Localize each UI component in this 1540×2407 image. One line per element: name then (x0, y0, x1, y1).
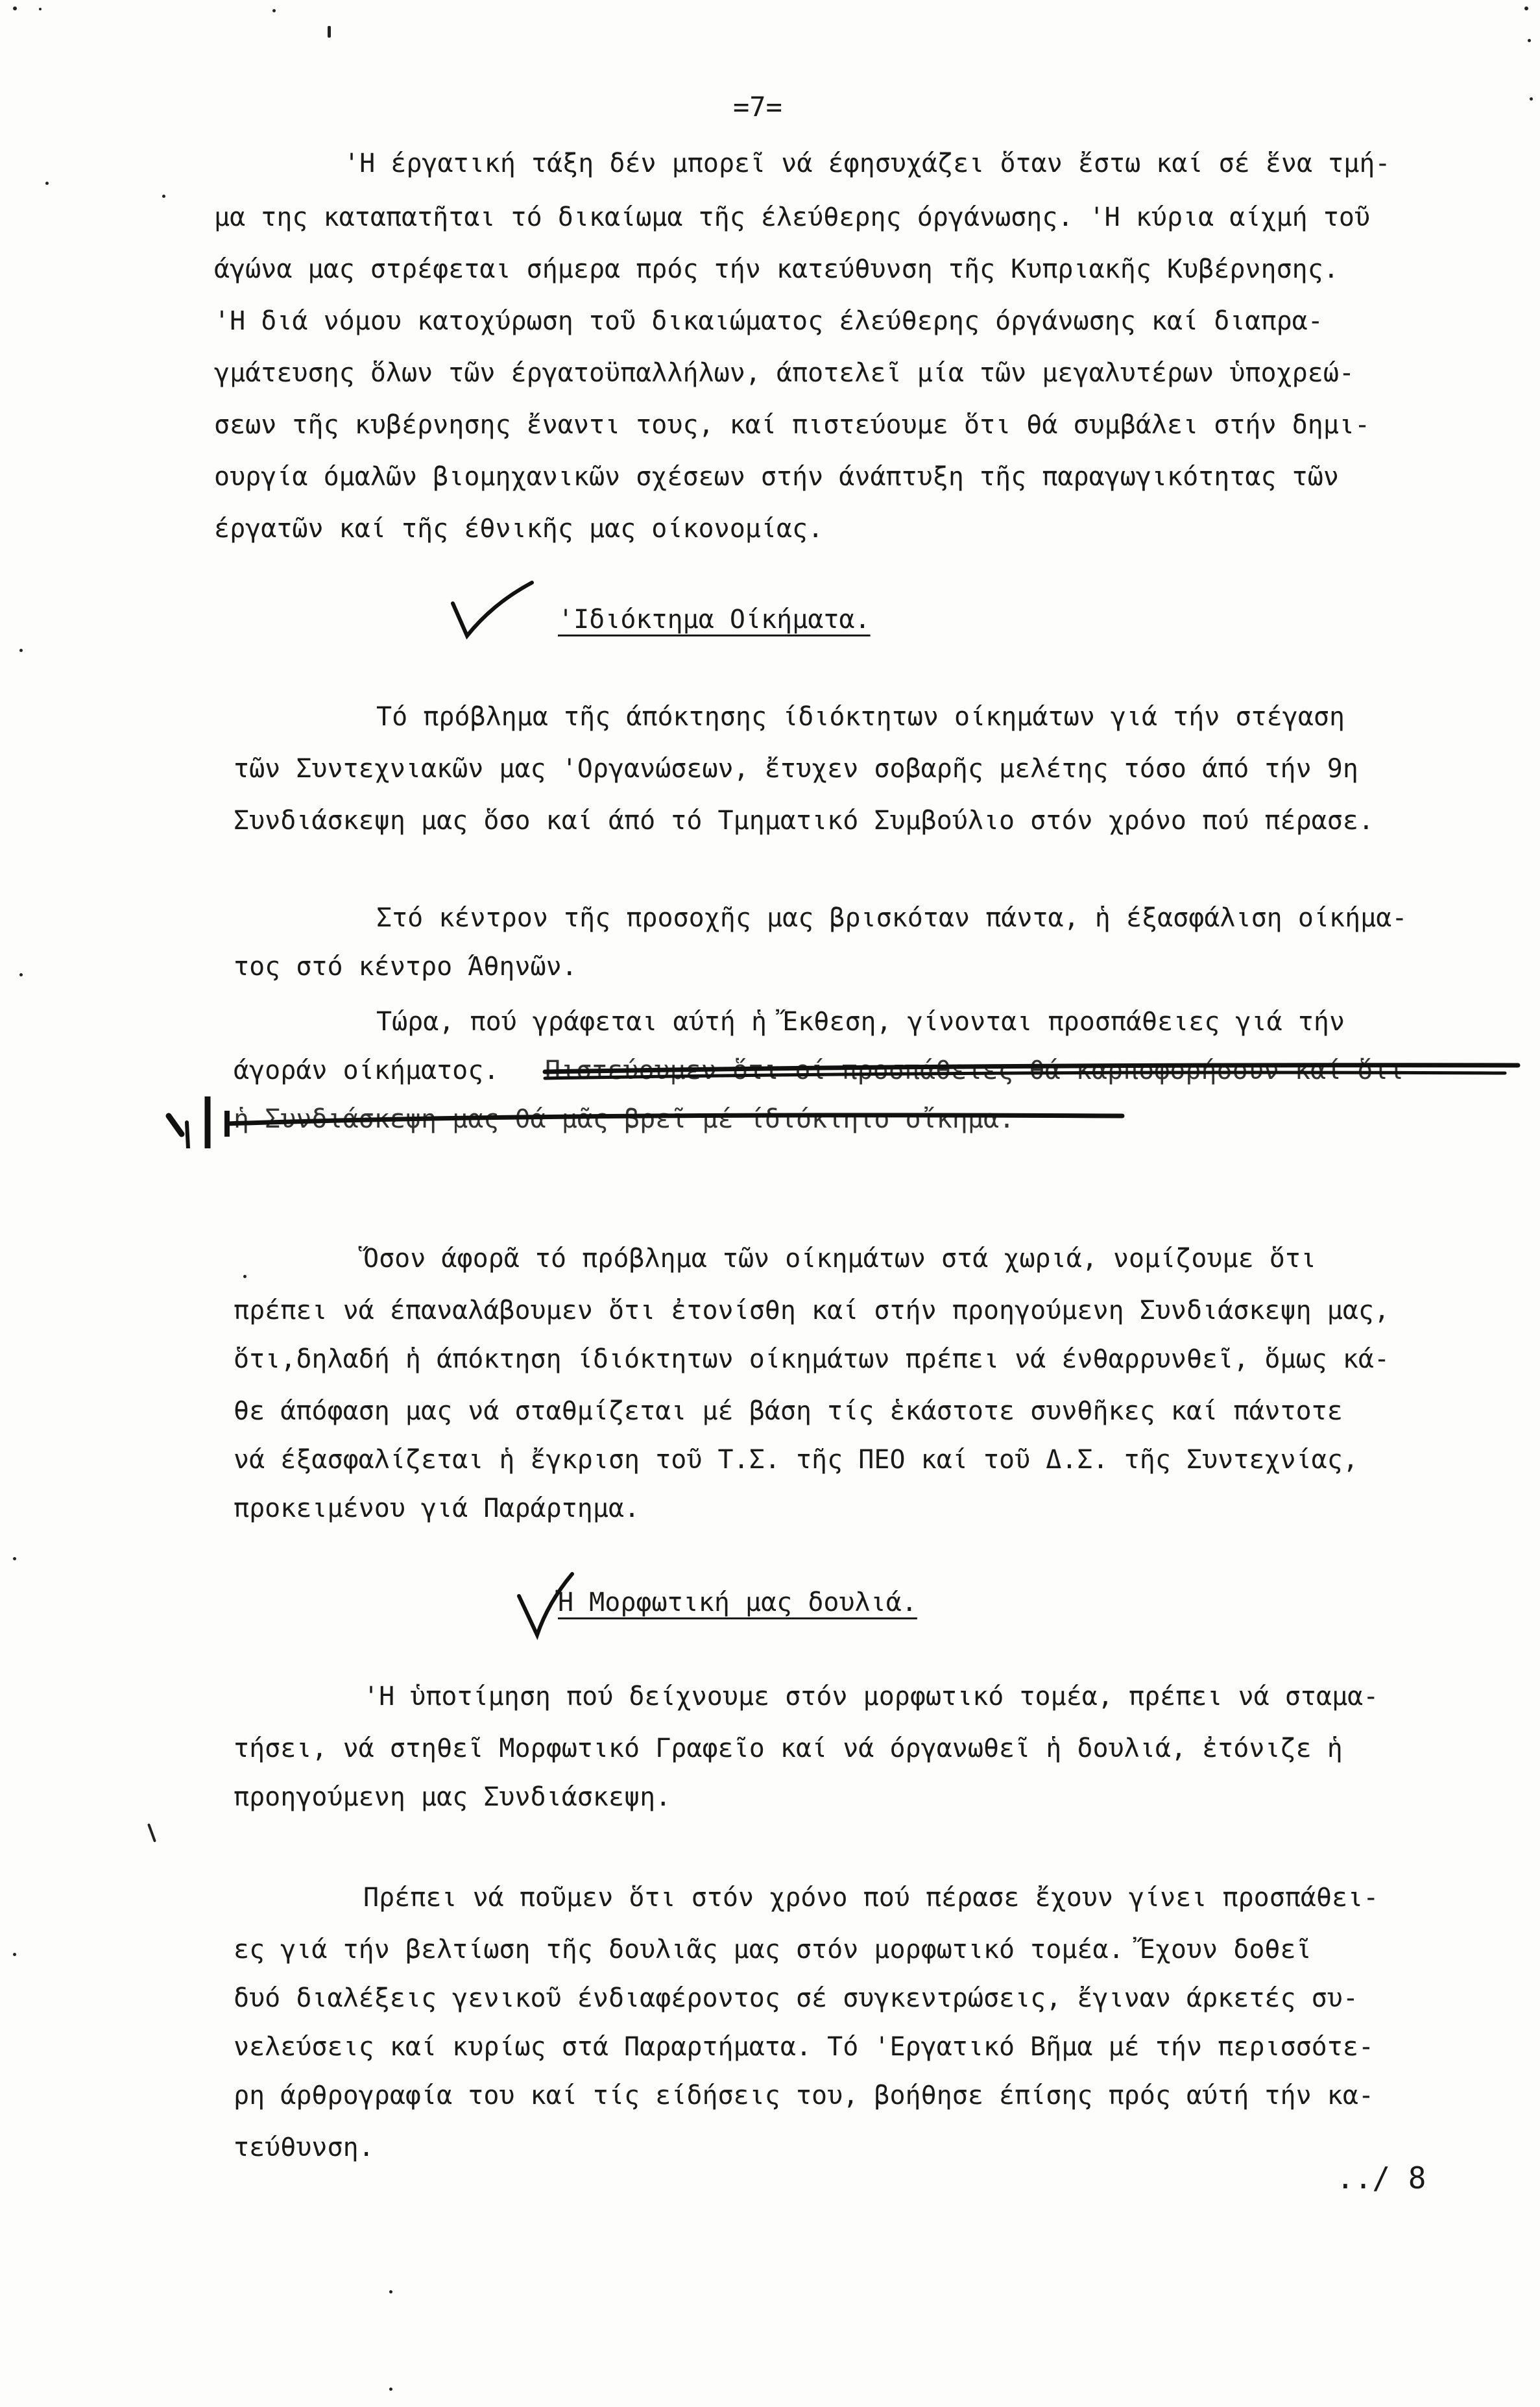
text-line: νά έξασφαλίζεται ἡ ἔγκριση τοῦ Τ.Σ. τῆς ΠΕΟ καί τοῦ Δ.Σ. τῆς Συντεχνίας, (234, 1445, 1358, 1475)
struck-text-line: ἡ Συνδιάσκεψη μας θά μᾶς βρεῖ μέ ίδιόκτητο οἴκημα. (234, 1104, 1015, 1134)
text-line: έργατῶν καί τῆς έθνικῆς μας οίκονομίας. (214, 514, 824, 544)
scan-speck (272, 9, 276, 12)
text-line: 'Η ὑποτίμηση πού δείχνουμε στόν μορφωτικό τομέα, πρέπει νά σταμα- (363, 1682, 1379, 1712)
text-line: δυό διαλέξεις γενικοῦ ένδιαφέροντος σέ συγκεντρώσεις, ἔγιναν άρκετές συ- (234, 1983, 1358, 2013)
scan-speck (19, 649, 23, 652)
text-line: ες γιά τήν βελτίωση τῆς δουλιᾶς μας στόν μορφωτικό τομέα. Ἔχουν δοθεῖ (234, 1935, 1312, 1965)
scan-speck (1530, 97, 1533, 101)
checkmark-icon (448, 577, 538, 642)
text-line: ρη άρθρογραφία του καί τίς είδήσεις του, βοήθησε έπίσης πρός αύτή τήν κα- (234, 2081, 1374, 2111)
text-line: Συνδιάσκεψη μας ὅσο καί άπό τό Τμηματικό Συμβούλιο στόν χρόνο πού πέρασε. (234, 806, 1374, 836)
scan-speck (389, 2290, 392, 2293)
text-line: σεων τῆς κυβέρνησης ἔναντι τους, καί πιστεύουμε ὅτι θά συμβάλει στήν δημι- (214, 410, 1371, 440)
text-line: Στό κέντρον τῆς προσοχῆς μας βρισκόταν πάντα, ἡ έξασφάλιση οίκήμα- (376, 903, 1408, 933)
page-number: =7= (733, 91, 782, 123)
struck-text-line: Πιστεύουμεν ὅτι οί προσπάθειες θά καρποφορήσουν καί ὅτι (545, 1056, 1404, 1085)
scan-speck (162, 195, 165, 198)
scan-speck (13, 6, 17, 10)
strikethrough-mark (156, 1051, 1531, 1148)
scan-speck (13, 1953, 16, 1956)
text-line: προκειμένου γιά Παράρτημα. (234, 1494, 640, 1523)
section-heading-property: 'Ιδιόκτημα Οίκήματα. (558, 605, 871, 635)
text-line: τος στό κέντρο Άθηνῶν. (234, 952, 577, 982)
text-line: θε άπόφαση μας νά σταθμίζεται μέ βάση τίς ἑκάστοτε συνθῆκες καί πάντοτε (234, 1396, 1343, 1426)
text-line: Ὅσον άφορᾶ τό πρόβλημα τῶν οίκημάτων στά χωριά, νομίζουμε ὅτι (363, 1244, 1317, 1274)
text-line: 'Η έργατική τάξη δέν μπορεῖ νά έφησυχάζει ὅταν ἔστω καί σέ ἕνα τμή- (344, 149, 1391, 178)
scan-speck (243, 1275, 247, 1278)
scan-speck (19, 973, 23, 976)
scan-speck (389, 2388, 392, 2391)
scan-speck (39, 8, 42, 10)
scan-speck (328, 26, 331, 38)
text-line: ὅτι,δηλαδή ἡ άπόκτηση ίδιόκτητων οίκημάτων πρέπει νά ένθαρρυνθεῖ, ὅμως κά- (234, 1344, 1390, 1374)
scan-speck (1524, 6, 1528, 10)
section-heading-education: Ἡ Μορφωτική μας δουλιά. (558, 1588, 917, 1617)
text-line: Πρέπει νά ποῦμεν ὅτι στόν χρόνο πού πέρασε ἔχουν γίνει προσπάθει- (363, 1883, 1379, 1913)
text-line: προηγούμενη μας Συνδιάσκεψη. (234, 1782, 671, 1812)
text-line: πρέπει νά έπαναλάβουμεν ὅτι ἐτονίσθη καί στήν προηγούμενη Συνδιάσκεψη μας, (234, 1296, 1390, 1325)
text-line: ουργία όμαλῶν βιομηχανικῶν σχέσεων στήν άνάπτυξη τῆς παραγωγικότητας τῶν (214, 462, 1339, 492)
text-line: μα της καταπατῆται τό δικαίωμα τῆς έλεύθερης όργάνωσης. 'Η κύρια αίχμή τοῦ (214, 202, 1371, 232)
scan-speck (45, 182, 49, 185)
scan-speck (147, 1823, 156, 1843)
scan-speck (1528, 39, 1531, 42)
text-line: Τό πρόβλημα τῆς άπόκτησης ίδιόκτητων οίκημάτων γιά τήν στέγαση (376, 702, 1345, 732)
text-line: Τώρα, πού γράφεται αύτή ἡ Ἔκθεση, γίνονται προσπάθειες γιά τήν (376, 1007, 1345, 1037)
scan-speck (13, 1557, 16, 1560)
text-line: γμάτευσης ὅλων τῶν έργατοϋπαλλήλων, άποτελεῖ μία τῶν μεγαλυτέρων ὑποχρεώ- (214, 358, 1354, 388)
continuation-marker: ../ 8 (1336, 2160, 1426, 2195)
text-line: τήσει, νά στηθεῖ Μορφωτικό Γραφεῖο καί νά όργανωθεῖ ἡ δουλιά, ἐτόνιζε ἡ (234, 1734, 1343, 1763)
text-line: τῶν Συντεχνιακῶν μας 'Οργανώσεων, ἔτυχεν σοβαρῆς μελέτης τόσο άπό τήν 9η (234, 754, 1358, 784)
text-line: τεύθυνση. (234, 2133, 374, 2162)
text-line: νελεύσεις καί κυρίως στά Παραρτήματα. Τό 'Εργατικό Βῆμα μέ τήν περισσότε- (234, 2032, 1374, 2062)
text-line: άγοράν οίκήματος. (234, 1056, 499, 1085)
text-line: άγώνα μας στρέφεται σήμερα πρός τήν κατεύθυνση τῆς Κυπριακῆς Κυβέρνησης. (214, 254, 1339, 284)
text-line: 'Η διά νόμου κατοχύρωση τοῦ δικαιώματος έλεύθερης όργάνωσης καί διαπρα- (214, 306, 1323, 336)
